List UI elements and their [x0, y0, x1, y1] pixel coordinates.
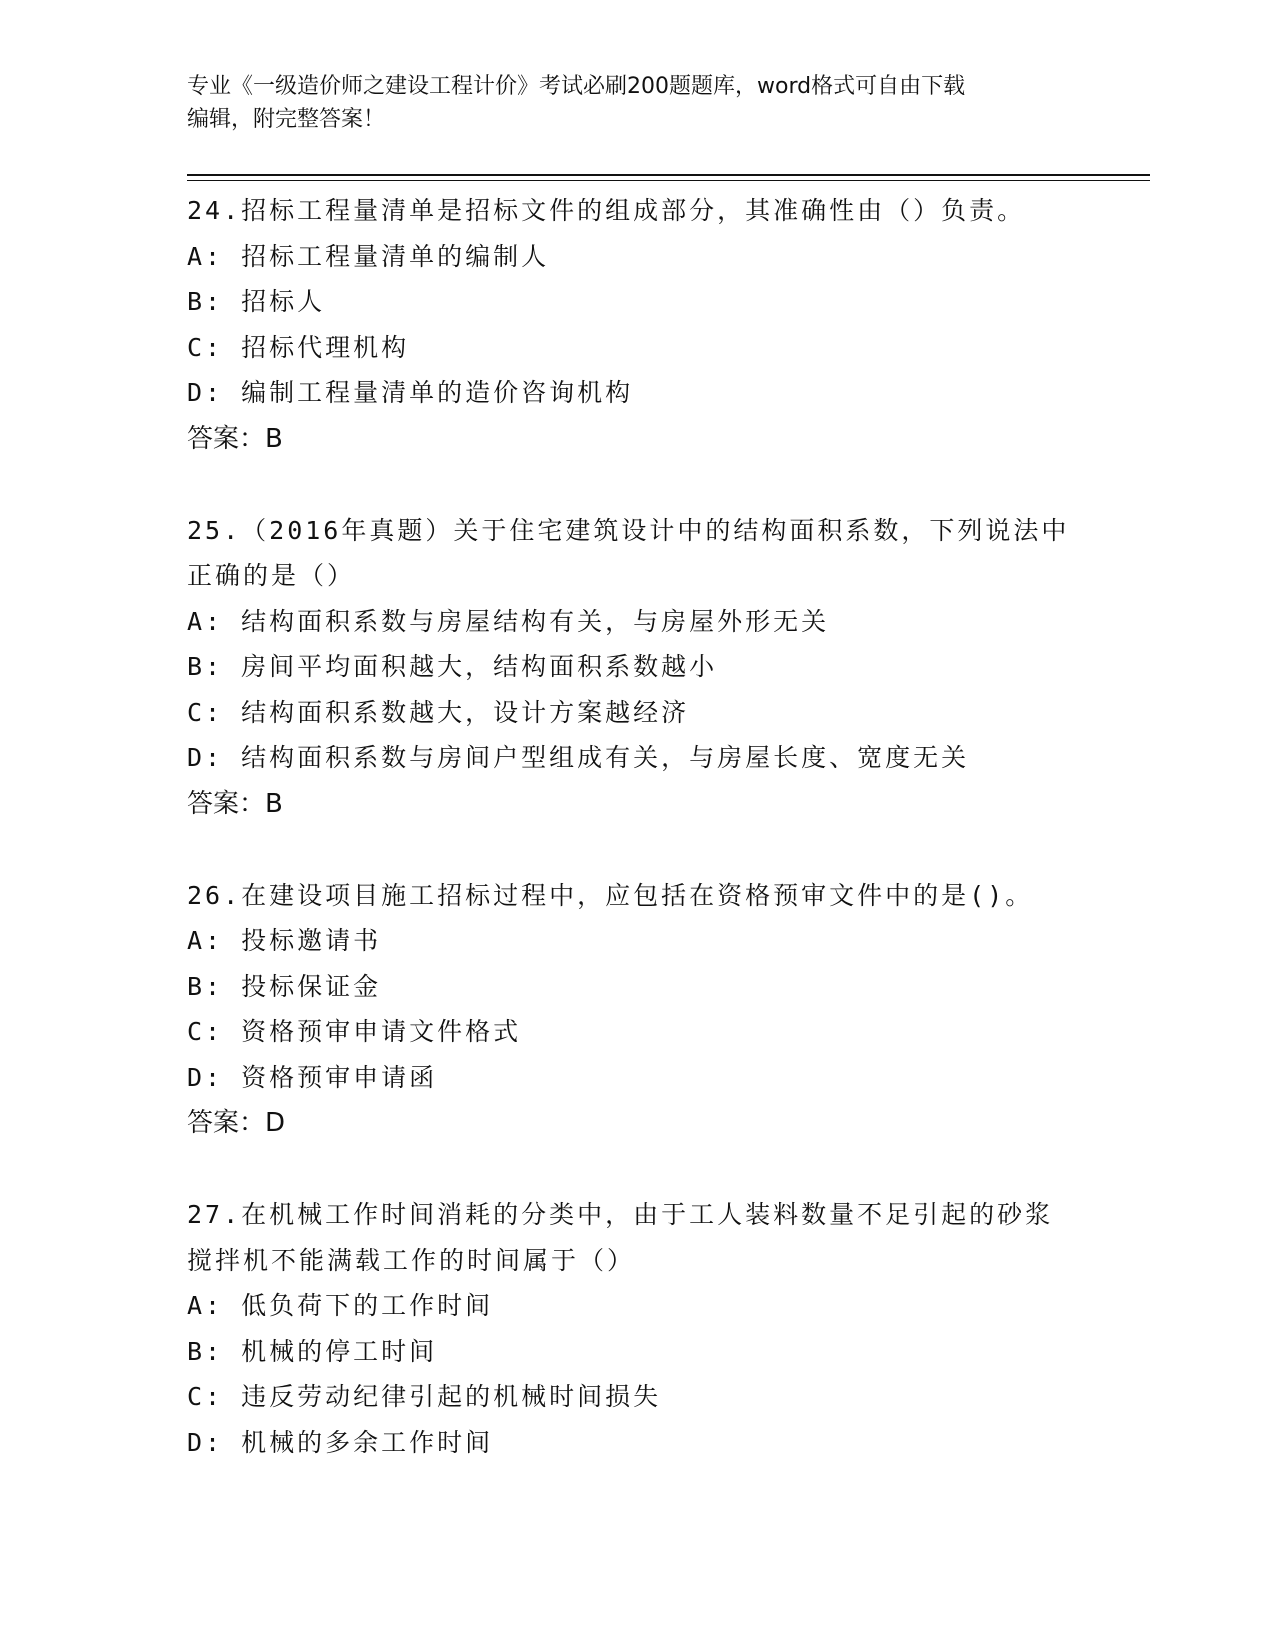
option-b: B: 机械的停工时间 [187, 1336, 438, 1366]
option-a: A: 低负荷下的工作时间 [187, 1291, 494, 1320]
option-d: D: 机械的多余工作时间 [187, 1427, 494, 1457]
option-c: C: 结构面积系数越大，设计方案越经济 [187, 697, 690, 727]
question-27 [187, 1192, 1087, 1465]
question-stem-line-2: 正确的是（） [187, 561, 356, 590]
question-stem-line-1: 25.（2016年真题）关于住宅建筑设计中的结构面积系数，下列说法中 [187, 515, 1070, 545]
header-rule-thick [187, 174, 1150, 176]
question-24 [187, 188, 1087, 462]
option-c: C: 资格预审申请文件格式 [187, 1017, 522, 1046]
question-stem: 26.在建设项目施工招标过程中，应包括在资格预审文件中的是()。 [187, 880, 1034, 910]
header-line-2: 编辑，附完整答案！ [187, 107, 386, 132]
question-stem-line-2: 搅拌机不能满载工作的时间属于（） [187, 1245, 636, 1275]
option-c: C: 招标代理机构 [187, 332, 410, 362]
header-line-1: 专业《一级造价师之建设工程计价》考试必刷200题题库，word格式可自由下载 [187, 74, 966, 99]
question-26 [187, 873, 1087, 1147]
option-a: A: 结构面积系数与房屋结构有关，与房屋外形无关 [187, 606, 830, 636]
option-c: C: 违反劳动纪律引起的机械时间损失 [187, 1382, 662, 1411]
option-b: B: 投标保证金 [187, 971, 382, 1001]
question-25 [187, 508, 1087, 827]
option-b: B: 招标人 [187, 287, 326, 316]
answer: 答案：B [187, 423, 283, 454]
option-d: D: 编制工程量清单的造价咨询机构 [187, 378, 634, 407]
option-a: A: 招标工程量清单的编制人 [187, 241, 550, 271]
question-list [187, 188, 1087, 1511]
document-header [187, 70, 1087, 136]
option-d: D: 资格预审申请函 [187, 1062, 438, 1092]
option-d: D: 结构面积系数与房间户型组成有关，与房屋长度、宽度无关 [187, 743, 970, 772]
option-a: A: 投标邀请书 [187, 926, 382, 955]
option-b: B: 房间平均面积越大，结构面积系数越小 [187, 652, 718, 681]
question-stem-line-1: 27.在机械工作时间消耗的分类中，由于工人装料数量不足引起的砂浆 [187, 1200, 1054, 1229]
answer: 答案：D [187, 1108, 286, 1138]
answer: 答案：B [187, 788, 283, 819]
header-rule-thin [187, 180, 1150, 181]
question-stem: 24.招标工程量清单是招标文件的组成部分，其准确性由（）负责。 [187, 196, 1026, 225]
